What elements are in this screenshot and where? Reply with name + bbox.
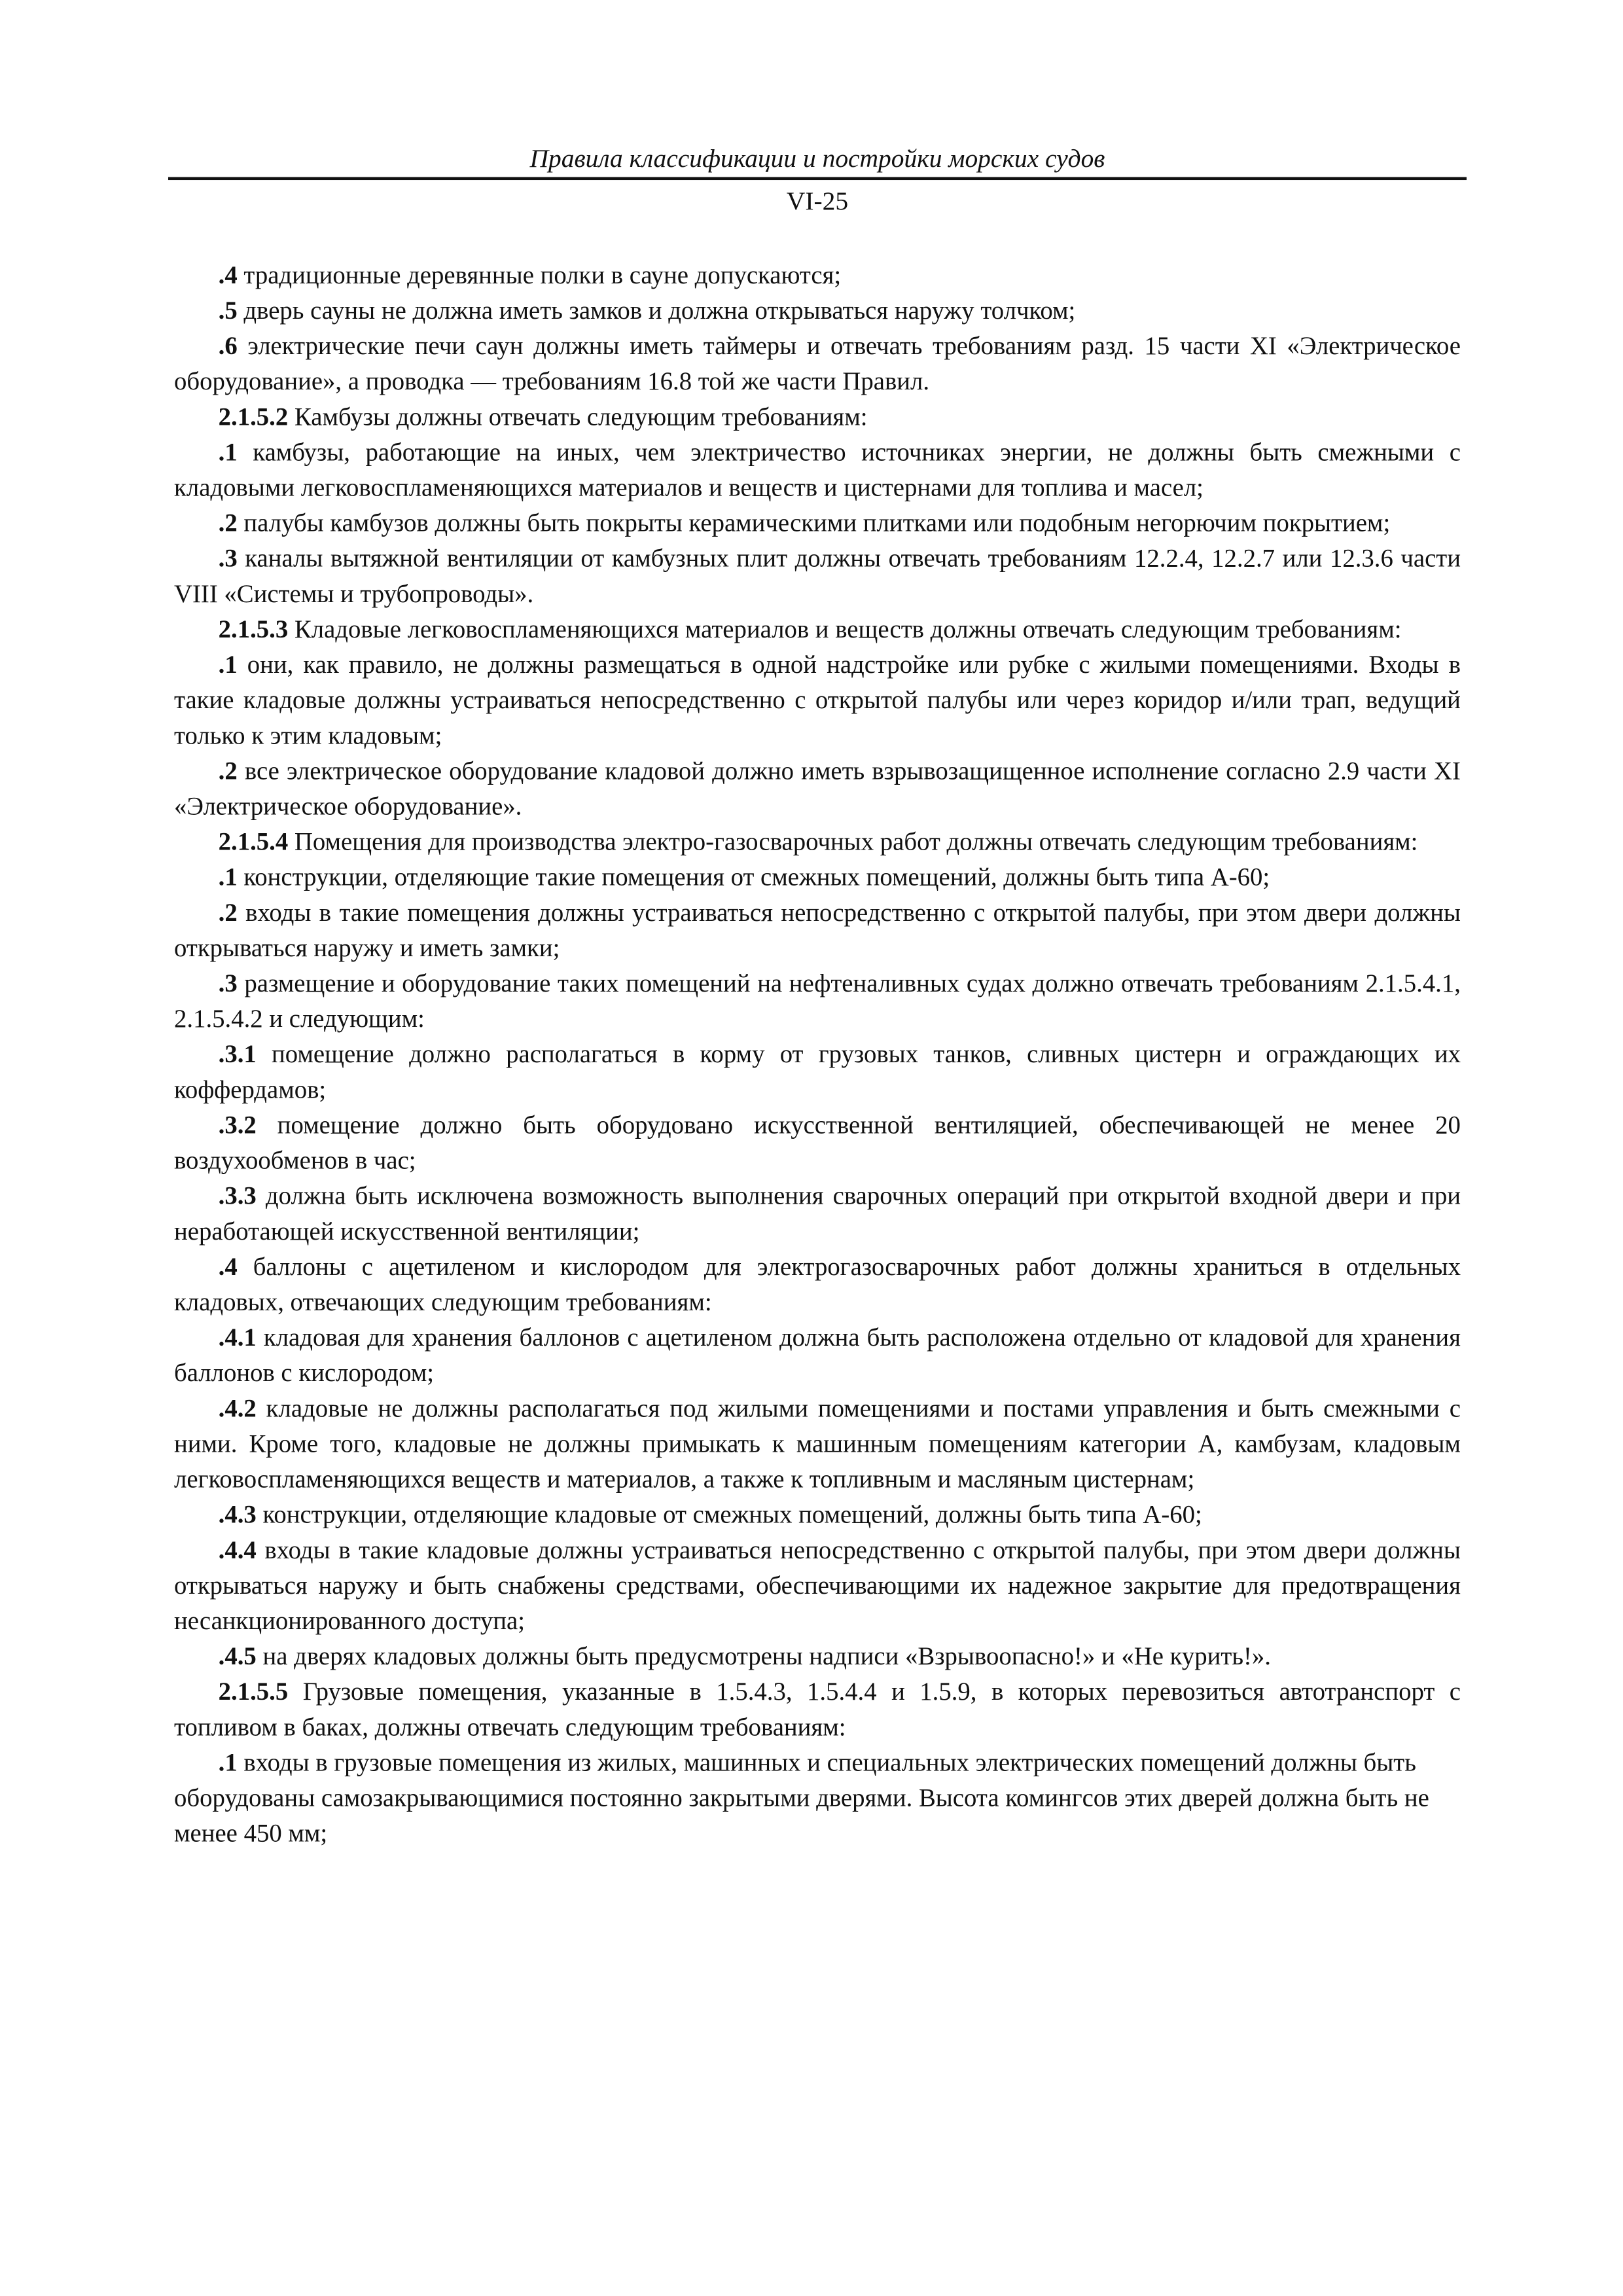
item-number: .3.1: [218, 1040, 257, 1069]
item-text: баллоны с ацетиленом и кислородом для электрогазосварочных работ должны храниться в отдельных кладовых, отвечающих следующим требованиям:: [174, 1253, 1461, 1317]
section-number: 2.1.5.3: [218, 615, 289, 643]
item-text: должна быть исключена возможность выполнения сварочных операций при открытой входной двери и при неработающей искусственной вентиляции;: [174, 1181, 1461, 1246]
item-text: традиционные деревянные полки в сауне допускаются;: [237, 261, 842, 289]
section-number: 2.1.5.5: [218, 1677, 289, 1706]
section-number: 2.1.5.4: [218, 827, 289, 856]
paragraph: [174, 860, 1461, 895]
item-number: .4.5: [218, 1642, 257, 1671]
page-number: VI-25: [786, 186, 849, 216]
item-text: камбузы, работающие на иных, чем электричество источниках энергии, не должны быть смежными с кладовыми легковоспламеняющихся материалов и веществ и цистернами для топлива и масел;: [174, 438, 1461, 502]
paragraph: [174, 435, 1461, 506]
paragraph: [174, 1391, 1461, 1498]
running-title: Правила классификации и постройки морских судов: [529, 143, 1105, 173]
item-text: помещение должно быть оборудовано искусственной вентиляцией, обеспечивающей не менее 20 воздухообменов в час;: [174, 1111, 1461, 1175]
item-text: помещение должно располагаться в корму от грузовых танков, сливных цистерн и ограждающих их коффердамов;: [174, 1040, 1461, 1104]
item-number: .6: [218, 332, 238, 361]
body-text: [174, 259, 1461, 1852]
item-number: .1: [218, 1748, 238, 1777]
item-text: Кладовые легковоспламеняющихся материалов и веществ должны отвечать следующим требованиям:: [288, 615, 1402, 643]
item-text: они, как правило, не должны размещаться в одной надстройке или рубке с жилыми помещениями. Входы в такие кладовые должны устраиваться непосредственно с открытой палубы или через коридор и/или трап, ведущий только к этим кладовым;: [174, 651, 1461, 750]
paragraph: [174, 506, 1461, 541]
section-number: 2.1.5.2: [218, 403, 289, 431]
paragraph: [174, 1498, 1461, 1533]
paragraph: [174, 1533, 1461, 1639]
item-text: конструкции, отделяющие такие помещения от смежных помещений, должны быть типа А-60;: [237, 863, 1270, 891]
section-heading-paragraph: [174, 400, 1461, 435]
section-heading-paragraph: [174, 825, 1461, 860]
paragraph: [174, 1037, 1461, 1108]
paragraph: [174, 967, 1461, 1037]
item-text: все электрическое оборудование кладовой должно иметь взрывозащищенное исполнение согласно 2.9 части XI «Электрическое оборудование».: [174, 757, 1461, 821]
item-text: входы в грузовые помещения из жилых, машинных и специальных электрических помещений должны быть оборудованы самозакрывающимися постоянно закрытыми дверями. Высота комингсов этих дверей должна быть не менее 450 мм;: [174, 1748, 1429, 1848]
paragraph: [174, 1250, 1461, 1321]
item-number: .3: [218, 544, 238, 573]
item-text: дверь сауны не должна иметь замков и должна открываться наружу толчком;: [237, 296, 1076, 325]
item-number: .1: [218, 651, 238, 679]
item-number: .2: [218, 509, 238, 537]
paragraph: [174, 1321, 1461, 1391]
item-number: .3.2: [218, 1111, 257, 1139]
header-rule: [168, 177, 1467, 181]
paragraph: [174, 541, 1461, 612]
item-number: .1: [218, 438, 238, 467]
paragraph: [174, 259, 1461, 294]
item-number: .5: [218, 296, 238, 325]
item-number: .2: [218, 757, 238, 785]
item-text: палубы камбузов должны быть покрыты керамическими плитками или подобным негорючим покрытием;: [237, 509, 1391, 537]
item-number: .4: [218, 1253, 238, 1281]
paragraph: [174, 329, 1461, 400]
item-number: .4.4: [218, 1535, 257, 1564]
item-number: .4.3: [218, 1500, 257, 1529]
paragraph: [174, 1179, 1461, 1249]
item-text: Грузовые помещения, указанные в 1.5.4.3, 1.5.4.4 и 1.5.9, в которых перевозиться автотранспорт с топливом в баках, должны отвечать следующим требованиям:: [174, 1677, 1461, 1742]
paragraph: [174, 754, 1461, 825]
item-text: конструкции, отделяющие кладовые от смежных помещений, должны быть типа А-60;: [256, 1500, 1202, 1529]
paragraph: [174, 1746, 1461, 1852]
item-number: .4.2: [218, 1394, 257, 1423]
item-number: .2: [218, 898, 238, 927]
item-number: .4: [218, 261, 238, 289]
paragraph: [174, 648, 1461, 754]
item-number: .3: [218, 969, 238, 998]
item-text: каналы вытяжной вентиляции от камбузных плит должны отвечать требованиям 12.2.4, 12.2.7 или 12.3.6 части VIII «Системы и трубопроводы».: [174, 544, 1461, 608]
item-text: кладовая для хранения баллонов с ацетиленом должна быть расположена отдельно от кладовой для хранения баллонов с кислородом;: [174, 1323, 1461, 1388]
item-text: на дверях кладовых должны быть предусмотрены надписи «Взрывоопасно!» и «Не курить!».: [256, 1642, 1271, 1671]
paragraph: [174, 294, 1461, 329]
item-text: размещение и оборудование таких помещений на нефтеналивных судах должно отвечать требованиям 2.1.5.4.1, 2.1.5.4.2 и следующим:: [174, 969, 1461, 1033]
item-number: .3.3: [218, 1181, 257, 1210]
paragraph: [174, 1640, 1461, 1675]
item-number: .4.1: [218, 1323, 257, 1352]
item-number: .1: [218, 863, 238, 891]
section-heading-paragraph: [174, 1675, 1461, 1746]
item-text: входы в такие кладовые должны устраиваться непосредственно с открытой палубы, при этом двери должны открываться наружу и быть снабжены средствами, обеспечивающими их надежное закрытие для предотвращения несанкционированного доступа;: [174, 1535, 1461, 1635]
paragraph: [174, 895, 1461, 966]
item-text: входы в такие помещения должны устраиваться непосредственно с открытой палубы, при этом двери должны открываться наружу и иметь замки;: [174, 898, 1461, 962]
paragraph: [174, 1108, 1461, 1179]
item-text: электрические печи саун должны иметь таймеры и отвечать требованиям разд. 15 части XI «Электрическое оборудование», а проводка — требованиям 16.8 той же части Правил.: [174, 332, 1461, 396]
item-text: кладовые не должны располагаться под жилыми помещениями и постами управления и быть смежными с ними. Кроме того, кладовые не должны примыкать к машинным помещениям категории А, камбузам, кладовым легковоспламеняющихся веществ и материалов, а также к топливным и масляным цистернам;: [174, 1394, 1461, 1494]
item-text: Помещения для производства электро-газосварочных работ должны отвечать следующим требованиям:: [288, 827, 1418, 856]
item-text: Камбузы должны отвечать следующим требованиям:: [288, 403, 868, 431]
section-heading-paragraph: [174, 613, 1461, 648]
